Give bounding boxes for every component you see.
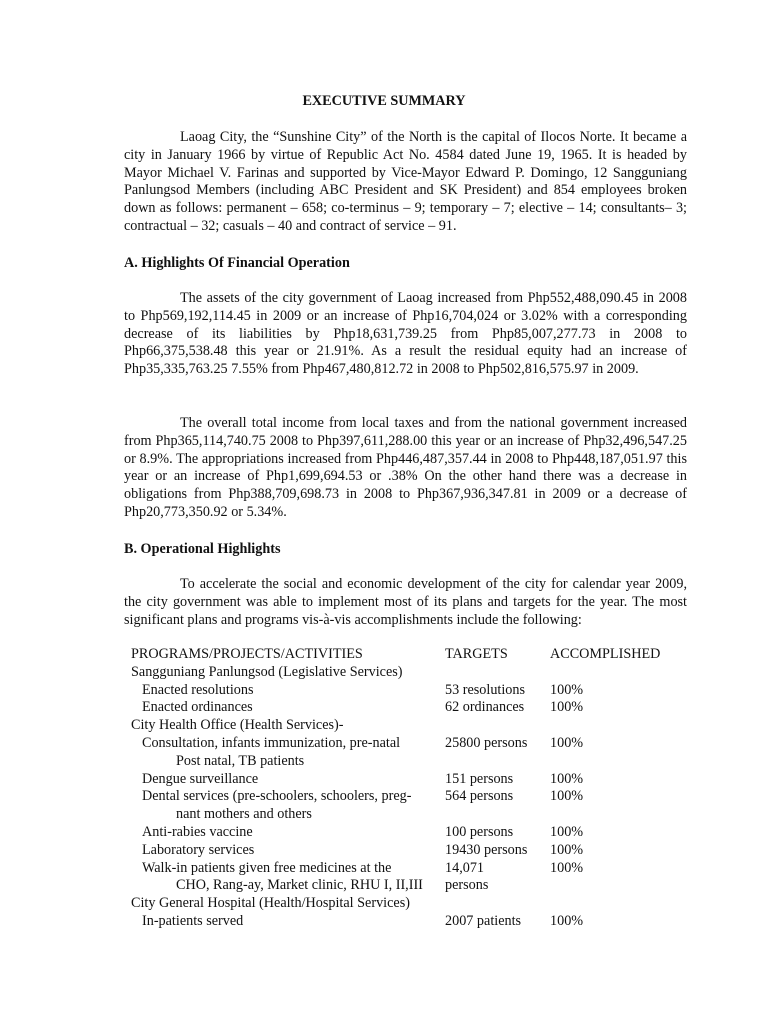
row-accomplished: 100% bbox=[550, 770, 584, 787]
row-target-line-1: 151 persons bbox=[445, 770, 514, 787]
programs-table bbox=[131, 646, 691, 931]
row-target bbox=[445, 842, 527, 860]
table-row bbox=[131, 824, 691, 842]
row-accomplished: 100% bbox=[550, 859, 584, 876]
table-row bbox=[131, 788, 691, 824]
header-accomplished: ACCOMPLISHED bbox=[550, 646, 661, 662]
row-label-line-2: nant mothers and others bbox=[176, 806, 312, 823]
row-target bbox=[445, 824, 513, 842]
section-b-heading: B. Operational Highlights bbox=[124, 541, 281, 557]
row-label bbox=[131, 664, 402, 682]
table-row bbox=[131, 682, 691, 700]
row-label bbox=[131, 824, 253, 842]
row-label-line-1: Laboratory services bbox=[142, 841, 255, 858]
row-target-line-1: 564 persons bbox=[445, 788, 514, 805]
table-body bbox=[131, 664, 691, 931]
table-row bbox=[131, 699, 691, 717]
table-row bbox=[131, 895, 691, 913]
row-label bbox=[131, 699, 253, 717]
row-target-line-1: 19430 persons bbox=[445, 841, 528, 858]
row-label-line-1: City General Hospital (Health/Hospital Services) bbox=[131, 895, 410, 912]
row-label-line-1: Anti-rabies vaccine bbox=[142, 823, 253, 840]
row-target bbox=[445, 771, 513, 789]
row-target-line-1: 62 ordinances bbox=[445, 699, 525, 716]
row-label-line-1: Dengue surveillance bbox=[142, 770, 259, 787]
row-target bbox=[445, 682, 525, 700]
row-accomplished: 100% bbox=[550, 681, 584, 698]
row-label bbox=[131, 717, 343, 735]
table-row bbox=[131, 717, 691, 735]
row-target-line-1: 2007 patients bbox=[445, 912, 522, 929]
row-label bbox=[131, 682, 254, 700]
row-target-line-2: persons bbox=[445, 877, 489, 894]
header-targets: TARGETS bbox=[445, 646, 508, 662]
row-label-line-1: Dental services (pre-schoolers, schoolers, preg- bbox=[142, 788, 412, 805]
row-label bbox=[131, 860, 423, 896]
row-label-line-1: Consultation, infants immunization, pre-natal bbox=[142, 734, 401, 751]
row-accomplished: 100% bbox=[550, 788, 584, 805]
row-target-line-1: 53 resolutions bbox=[445, 681, 525, 698]
row-accomplished: 100% bbox=[550, 699, 584, 716]
row-target-line-1: 100 persons bbox=[445, 823, 514, 840]
table-row bbox=[131, 842, 691, 860]
intro-paragraph: Laoag City, the “Sunshine City” of the North is the capital of Ilocos Norte. It became a city in January 1966 by virtue of Republic Act No. 4584 dated June 19, 1965. It is headed by Mayor Michael V. Farinas and supported by Vice-Mayor Edward P. Domingo, 12 Sangguniang Panlungsod Members (including ABC President and SK President) and 854 employees broken down as follows: permanent – 658; co-terminus – 9; temporary – 7; elective – 14; consultants– 3; contractual – 32; casuals – 40 and contract of service – 91. bbox=[124, 129, 687, 234]
document-title: EXECUTIVE SUMMARY bbox=[302, 93, 466, 109]
row-label-line-1: City Health Office (Health Services)- bbox=[131, 717, 344, 734]
row-label bbox=[131, 895, 410, 913]
row-label-line-1: In-patients served bbox=[142, 912, 244, 929]
row-target bbox=[445, 788, 513, 806]
section-b-paragraph-1: To accelerate the social and economic development of the city for calendar year 2009, the city government was able to implement most of its plans and targets for the year. The most significant plans and programs vis-à-vis accomplishments include the following: bbox=[124, 576, 687, 628]
row-accomplished: 100% bbox=[550, 823, 584, 840]
row-label-line-1: Walk-in patients given free medicines at the bbox=[142, 859, 392, 876]
row-label bbox=[131, 771, 258, 789]
row-target-line-1: 14,071 bbox=[445, 859, 485, 876]
table-row bbox=[131, 913, 691, 931]
table-row bbox=[131, 860, 691, 896]
row-label bbox=[131, 735, 400, 771]
row-target bbox=[445, 913, 521, 931]
row-label bbox=[131, 913, 243, 931]
row-label-line-2: Post natal, TB patients bbox=[176, 752, 305, 769]
row-label bbox=[131, 788, 411, 824]
row-label-line-1: Enacted resolutions bbox=[142, 681, 254, 698]
row-accomplished: 100% bbox=[550, 912, 584, 929]
row-accomplished: 100% bbox=[550, 734, 584, 751]
table-row bbox=[131, 735, 691, 771]
section-a-heading: A. Highlights Of Financial Operation bbox=[124, 255, 350, 271]
section-a-paragraph-2: The overall total income from local taxes and from the national government increased from Php365,114,740.75 2008 to Php397,611,288.00 this year or an increase of Php32,496,547.25 or 8.9%. The appropriations increased from Php446,487,357.44 in 2008 to Php448,187,051.97 this year or an increase of Php1,699,694.53 or .38% On the other hand there was a decrease in obligations from Php388,709,698.73 in 2008 to Php367,936,347.81 in 2009 or a decrease of Php20,773,350.92 or 5.34%. bbox=[124, 415, 687, 520]
row-label-line-1: Enacted ordinances bbox=[142, 699, 253, 716]
header-programs: PROGRAMS/PROJECTS/ACTIVITIES bbox=[131, 646, 363, 662]
table-header-row bbox=[131, 646, 691, 664]
row-target bbox=[445, 860, 488, 896]
row-accomplished: 100% bbox=[550, 841, 584, 858]
section-a-paragraph-1: The assets of the city government of Laoag increased from Php552,488,090.45 in 2008 to Php569,192,114.45 in 2009 or an increase of Php16,704,024 or 3.02% with a corresponding decrease of its liabilities by Php18,631,739.25 from Php85,007,277.73 in 2008 to Php66,375,538.48 this year or 21.91%. As a result the residual equity had an increase of Php35,335,763.25 7.55% from Php467,480,812.72 in 2008 to Php502,816,575.97 in 2009. bbox=[124, 290, 687, 378]
row-label bbox=[131, 842, 254, 860]
table-row bbox=[131, 771, 691, 789]
row-target bbox=[445, 699, 524, 717]
row-target bbox=[445, 735, 527, 753]
row-target-line-1: 25800 persons bbox=[445, 734, 528, 751]
row-label-line-1: Sangguniang Panlungsod (Legislative Services) bbox=[131, 663, 403, 680]
table-row bbox=[131, 664, 691, 682]
row-label-line-2: CHO, Rang-ay, Market clinic, RHU I, II,III bbox=[176, 877, 423, 894]
